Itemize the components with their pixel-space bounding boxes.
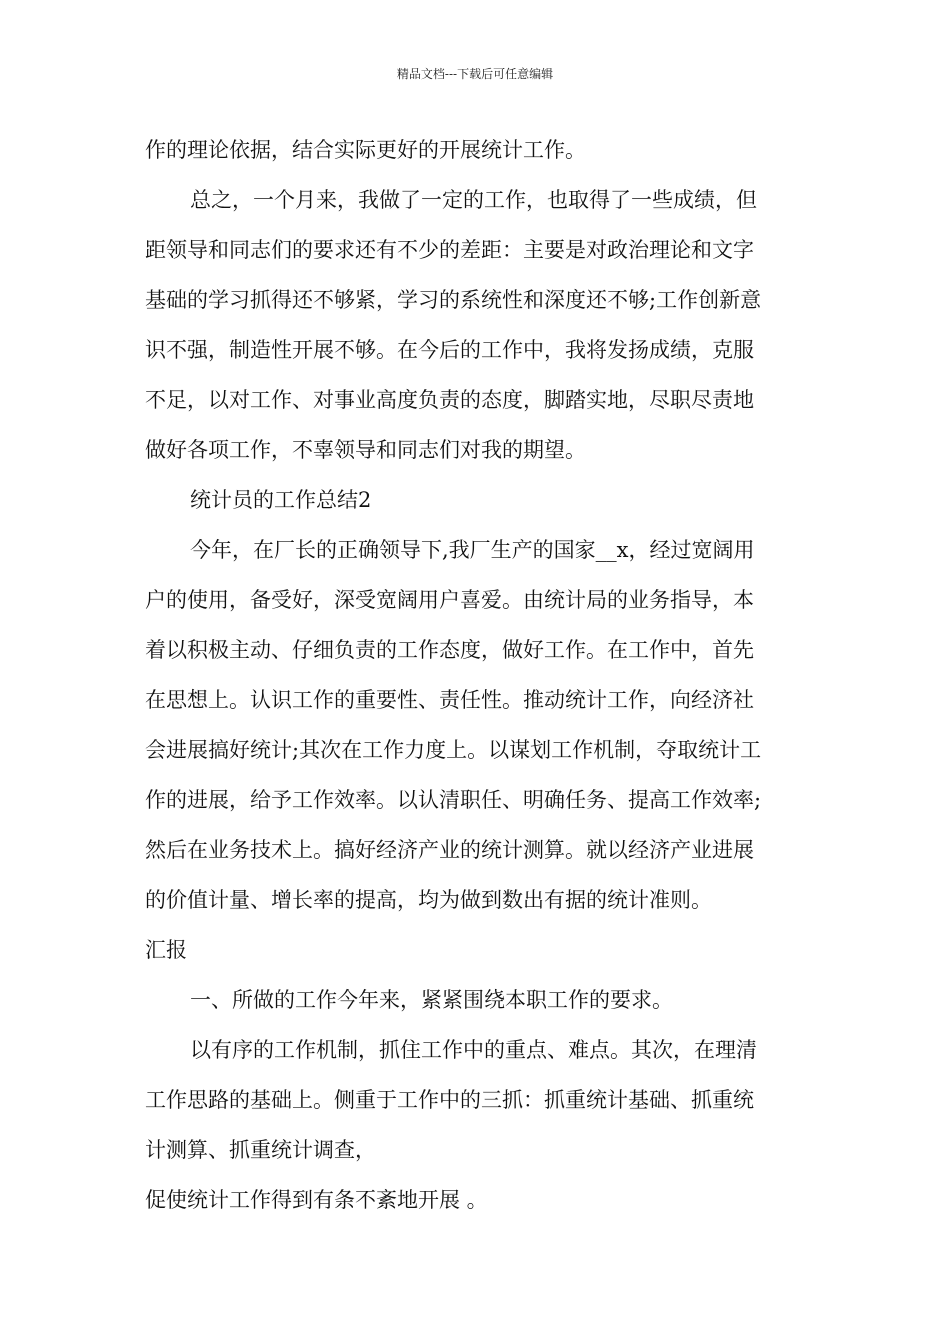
text-line: 基础的学习抓得还不够紧，学习的系统性和深度还不够;工作创新意: [145, 288, 762, 312]
page-header: 精品文档---下载后可任意编辑: [396, 67, 554, 81]
text-line: 作的进展，给予工作效率。以认清职任、明确任务、提高工作效率;: [145, 788, 762, 812]
text-line: 距领导和同志们的要求还有不少的差距：主要是对政治理论和文字: [145, 238, 754, 262]
text-line: 识不强，制造性开展不够。在今后的工作中，我将发扬成绩，克服: [145, 338, 754, 362]
text-line: 汇报: [145, 938, 187, 962]
text-line: 促使统计工作得到有条不紊地开展 。: [145, 1188, 488, 1212]
section-title: 统计员的工作总结2: [190, 488, 372, 512]
text-line: 工作思路的基础上。侧重于工作中的三抓：抓重统计基础、抓重统: [145, 1088, 754, 1112]
text-line: 总之，一个月来，我做了一定的工作，也取得了一些成绩，但: [190, 188, 757, 212]
text-line: 的价值计量、增长率的提高，均为做到数出有据的统计准则。: [145, 888, 712, 912]
text-line: 计测算、抓重统计调查，: [145, 1138, 376, 1162]
text-line: 一、所做的工作今年来，紧紧围绕本职工作的要求。: [190, 988, 673, 1012]
text-line: 在思想上。认识工作的重要性、责任性。推动统计工作，向经济社: [145, 688, 754, 712]
text-line: 然后在业务技术上。搞好经济产业的统计测算。就以经济产业进展: [145, 838, 754, 862]
text-line: 以有序的工作机制，抓住工作中的重点、难点。其次，在理清: [190, 1038, 757, 1062]
document-body: [145, 125, 810, 1225]
text-line: 不足，以对工作、对事业高度负责的态度，脚踏实地，尽职尽责地: [145, 388, 754, 412]
text-line: 今年，在厂长的正确领导下,我厂生产的国家__x，经过宽阔用: [190, 538, 755, 562]
text-line: 户的使用，备受好，深受宽阔用户喜爱。由统计局的业务指导，本: [145, 588, 754, 612]
text-line: 会进展搞好统计;其次在工作力度上。以谋划工作机制，夺取统计工: [145, 738, 762, 762]
text-line: 做好各项工作，不辜领导和同志们对我的期望。: [145, 438, 586, 462]
text-line: 着以积极主动、仔细负责的工作态度，做好工作。在工作中，首先: [145, 638, 754, 662]
text-line: 作的理论依据，结合实际更好的开展统计工作。: [145, 138, 586, 162]
